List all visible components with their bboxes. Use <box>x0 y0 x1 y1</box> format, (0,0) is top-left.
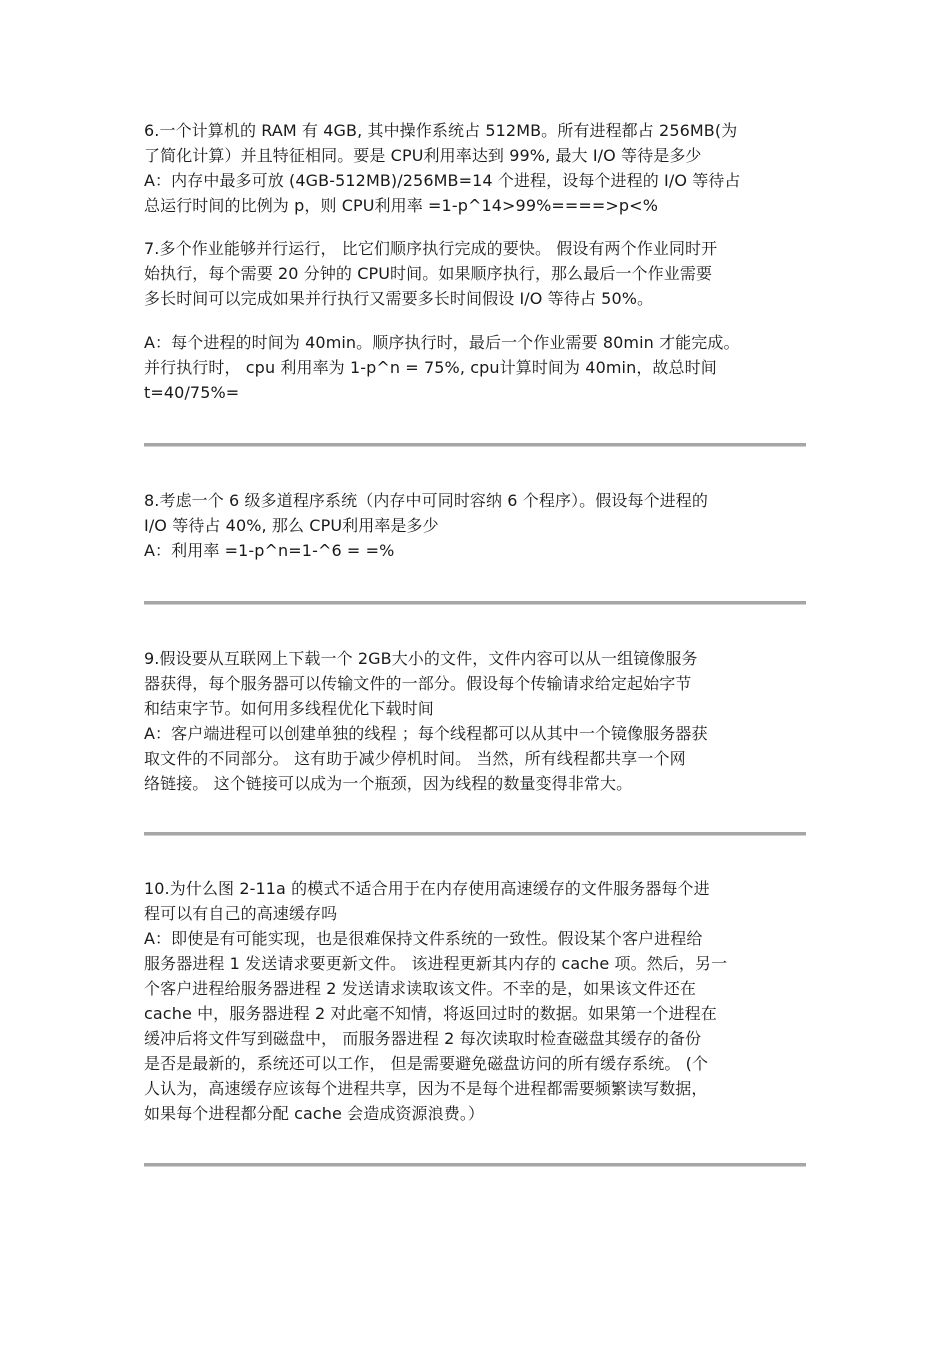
divider <box>144 601 806 605</box>
q7-line: 多长时间可以完成如果并行执行又需要多长时间假设 I/O 等待占 50%。 <box>144 289 654 308</box>
q9-line: 器获得，每个服务器可以传输文件的一部分。假设每个传输请求给定起始字节 <box>144 674 692 693</box>
q9-line: 9.假设要从互联网上下载一个 2GB大小的文件，文件内容可以从一组镜像服务 <box>144 649 698 668</box>
q10-answer-line: 个客户进程给服务器进程 2 发送请求读取该文件。不幸的是，如果该文件还在 <box>144 979 696 998</box>
q10-line: 10.为什么图 2-11a 的模式不适合用于在内存使用高速缓存的文件服务器每个进 <box>144 879 710 898</box>
q7-answer-line: t=40/75%= <box>144 383 240 402</box>
q8-line: I/O 等待占 40%, 那么 CPU利用率是多少 <box>144 516 439 535</box>
q9-line: 和结束字节。如何用多线程优化下载时间 <box>144 699 434 718</box>
q6-answer-line: 总运行时间的比例为 p，则 CPU利用率 =1-p^14>99%====>p<% <box>144 196 658 215</box>
q10-answer-line: 是否是最新的，系统还可以工作， 但是需要避免磁盘访问的所有缓存系统。 (个 <box>144 1054 709 1073</box>
question-9 <box>144 646 814 796</box>
q7-answer-line: A：每个进程的时间为 40min。顺序执行时，最后一个作业需要 80min 才能完成。 <box>144 333 740 352</box>
q10-answer-line: 如果每个进程都分配 cache 会造成资源浪费。） <box>144 1104 485 1123</box>
q9-answer-line: 络链接。 这个链接可以成为一个瓶颈，因为线程的数量变得非常大。 <box>144 774 633 793</box>
q7-answer-line: 并行执行时， cpu 利用率为 1-p^n = 75%, cpu计算时间为 40min，故总时间 <box>144 358 717 377</box>
q7-line: 7.多个作业能够并行运行， 比它们顺序执行完成的要快。 假设有两个作业同时开 <box>144 239 718 258</box>
q10-answer-line: 缓冲后将文件写到磁盘中， 而服务器进程 2 每次读取时检查磁盘其缓存的备份 <box>144 1029 702 1048</box>
q10-answer-line: cache 中，服务器进程 2 对此毫不知情，将返回过时的数据。如果第一个进程在 <box>144 1004 717 1023</box>
q10-answer-line: 人认为，高速缓存应该每个进程共享，因为不是每个进程都需要频繁读写数据， <box>144 1079 708 1098</box>
q9-answer-line: A：客户端进程可以创建单独的线程 ；每个线程都可以从其中一个镜像服务器获 <box>144 724 708 743</box>
question-10 <box>144 876 814 1126</box>
q10-answer-line: A：即使是有可能实现，也是很难保持文件系统的一致性。假设某个客户进程给 <box>144 929 703 948</box>
q7-line: 始执行，每个需要 20 分钟的 CPU时间。如果顺序执行，那么最后一个作业需要 <box>144 264 713 283</box>
q6-answer-line: A：内存中最多可放 (4GB-512MB)/256MB=14 个进程，设每个进程的 I/O 等待占 <box>144 171 741 190</box>
q6-line: 6.一个计算机的 RAM 有 4GB, 其中操作系统占 512MB。所有进程都占 256MB(为 <box>144 121 738 140</box>
q10-line: 程可以有自己的高速缓存吗 <box>144 904 338 923</box>
question-8 <box>144 488 814 563</box>
q9-answer-line: 取文件的不同部分。 这有助于减少停机时间。 当然，所有线程都共享一个网 <box>144 749 686 768</box>
question-6 <box>144 118 814 218</box>
divider <box>144 443 806 447</box>
q8-answer-line: A：利用率 =1-p^n=1-^6 = =% <box>144 541 395 560</box>
divider <box>144 832 806 836</box>
q8-line: 8.考虑一个 6 级多道程序系统（内存中可同时容纳 6 个程序）。假设每个进程的 <box>144 491 708 510</box>
answer-7 <box>144 330 814 405</box>
q6-line: 了简化计算）并且特征相同。要是 CPU利用率达到 99%, 最大 I/O 等待是多少 <box>144 146 702 165</box>
q10-answer-line: 服务器进程 1 发送请求要更新文件。 该进程更新其内存的 cache 项。然后，另一 <box>144 954 728 973</box>
divider <box>144 1163 806 1167</box>
question-7 <box>144 236 814 311</box>
